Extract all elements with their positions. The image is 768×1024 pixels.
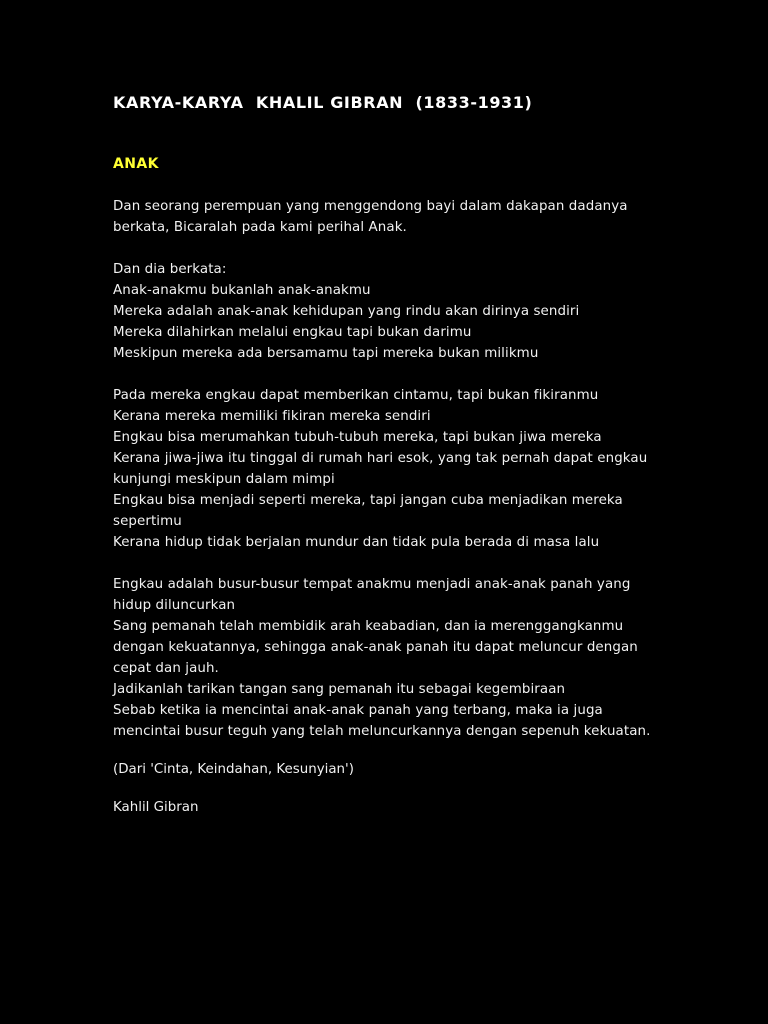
stanza-3 [113,385,713,553]
poem-line: Sang pemanah telah membidik arah keabadian, dan ia merenggangkanmu [113,619,624,634]
poem-line: kunjungi meskipun dalam mimpi [113,472,335,487]
poem-line: Kerana hidup tidak berjalan mundur dan tidak pula berada di masa lalu [113,535,600,550]
poem-line: Mereka adalah anak-anak kehidupan yang rindu akan dirinya sendiri [113,304,580,319]
poem-heading: ANAK [113,156,159,172]
stanza-1 [113,196,713,238]
poem-line: Sebab ketika ia mencintai anak-anak panah yang terbang, maka ia juga [113,703,603,718]
poem-line: Dan seorang perempuan yang menggendong bayi dalam dakapan dadanya [113,199,628,214]
poem-line: Jadikanlah tarikan tangan sang pemanah itu sebagai kegembiraan [113,682,566,697]
poem-line: Pada mereka engkau dapat memberikan cintamu, tapi bukan fikiranmu [113,388,599,403]
poem-line: berkata, Bicaralah pada kami perihal Anak. [113,220,407,235]
poem-line: Anak-anakmu bukanlah anak-anakmu [113,283,371,298]
poem-line: hidup diluncurkan [113,598,236,613]
poem-line: Dan dia berkata: [113,262,227,277]
poem-line: Engkau adalah busur-busur tempat anakmu menjadi anak-anak panah yang [113,577,631,592]
poem-body [113,196,713,742]
author-signature: Kahlil Gibran [113,800,199,815]
stanza-gap [113,238,713,259]
stanza-gap [113,553,713,574]
poem-line: dengan kekuatannya, sehingga anak-anak panah itu dapat meluncur dengan [113,640,638,655]
poem-line: Kerana mereka memiliki fikiran mereka sendiri [113,409,431,424]
poem-line: Meskipun mereka ada bersamamu tapi mereka bukan milikmu [113,346,539,361]
poem-line: mencintai busur teguh yang telah meluncurkannya dengan sepenuh kekuatan. [113,724,651,739]
poem-line: Engkau bisa menjadi seperti mereka, tapi jangan cuba menjadikan mereka [113,493,623,508]
source-citation: (Dari 'Cinta, Keindahan, Kesunyian') [113,762,354,777]
stanza-gap [113,364,713,385]
stanza-4 [113,574,713,742]
poem-line: sepertimu [113,514,182,529]
poem-line: Engkau bisa merumahkan tubuh-tubuh mereka, tapi bukan jiwa mereka [113,430,602,445]
stanza-2 [113,259,713,364]
poem-line: Mereka dilahirkan melalui engkau tapi bukan darimu [113,325,472,340]
poem-line: cepat dan jauh. [113,661,219,676]
document-title: KARYA-KARYA KHALIL GIBRAN (1833-1931) [113,93,533,112]
poem-line: Kerana jiwa-jiwa itu tinggal di rumah hari esok, yang tak pernah dapat engkau [113,451,648,466]
